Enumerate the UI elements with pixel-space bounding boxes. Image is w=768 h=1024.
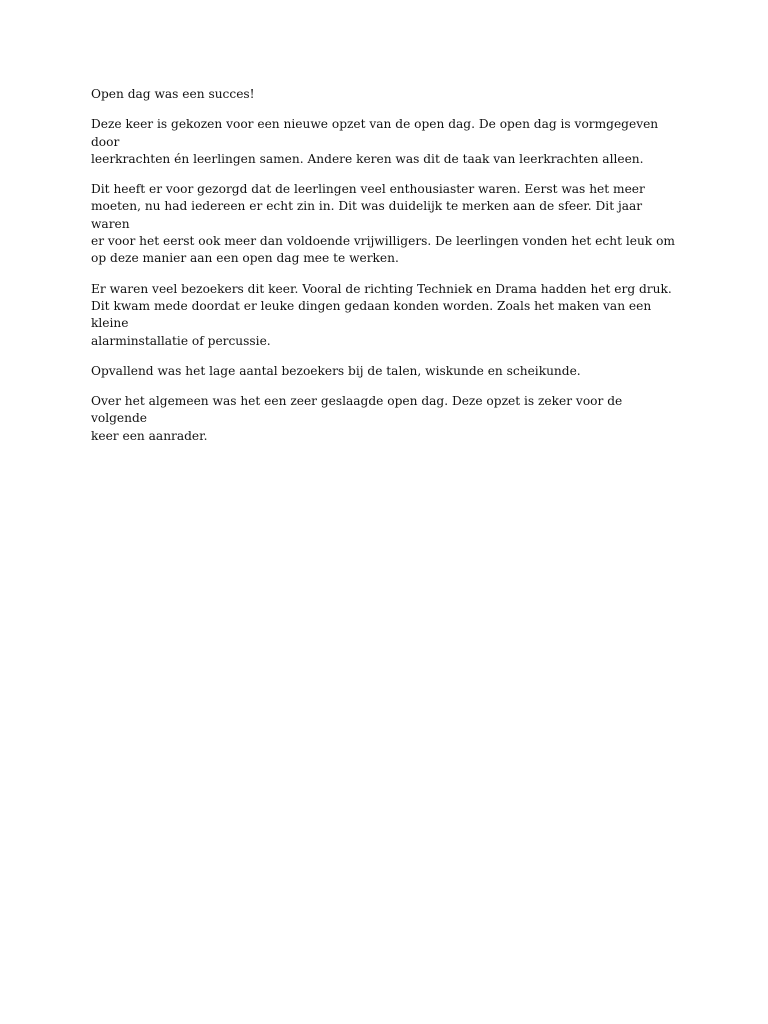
paragraph-3: Er waren veel bezoekers dit keer. Vooral de richting Techniek en Drama hadden het erg druk. Dit kwam mede doordat er leuke dingen gedaan konden worden. Zoals het maken van een kleine alarminstallatie of percussie. — [91, 281, 672, 348]
document-body — [91, 86, 681, 458]
paragraph-5: Over het algemeen was het een zeer geslaagde open dag. Deze opzet is zeker voor de volgende keer een aanrader. — [91, 394, 623, 443]
document-title: Open dag was een succes! — [91, 87, 255, 101]
paragraph-4: Opvallend was het lage aantal bezoekers bij de talen, wiskunde en scheikunde. — [91, 363, 581, 378]
paragraph-2: Dit heeft er voor gezorgd dat de leerlingen veel enthousiaster waren. Eerst was het meer moeten, nu had iedereen er echt zin in. Dit was duidelijk te merken aan de sfeer. Dit jaar waren er voor het eerst ook meer dan voldoende vrijwilligers. De leerlingen vonden het echt leuk om op deze manier aan een open dag mee te werken. — [91, 182, 675, 266]
paragraph-1: Deze keer is gekozen voor een nieuwe opzet van de open dag. De open dag is vormgegeven door leerkrachten én leerlingen samen. Andere keren was dit de taak van leerkrachten alleen. — [91, 117, 659, 166]
